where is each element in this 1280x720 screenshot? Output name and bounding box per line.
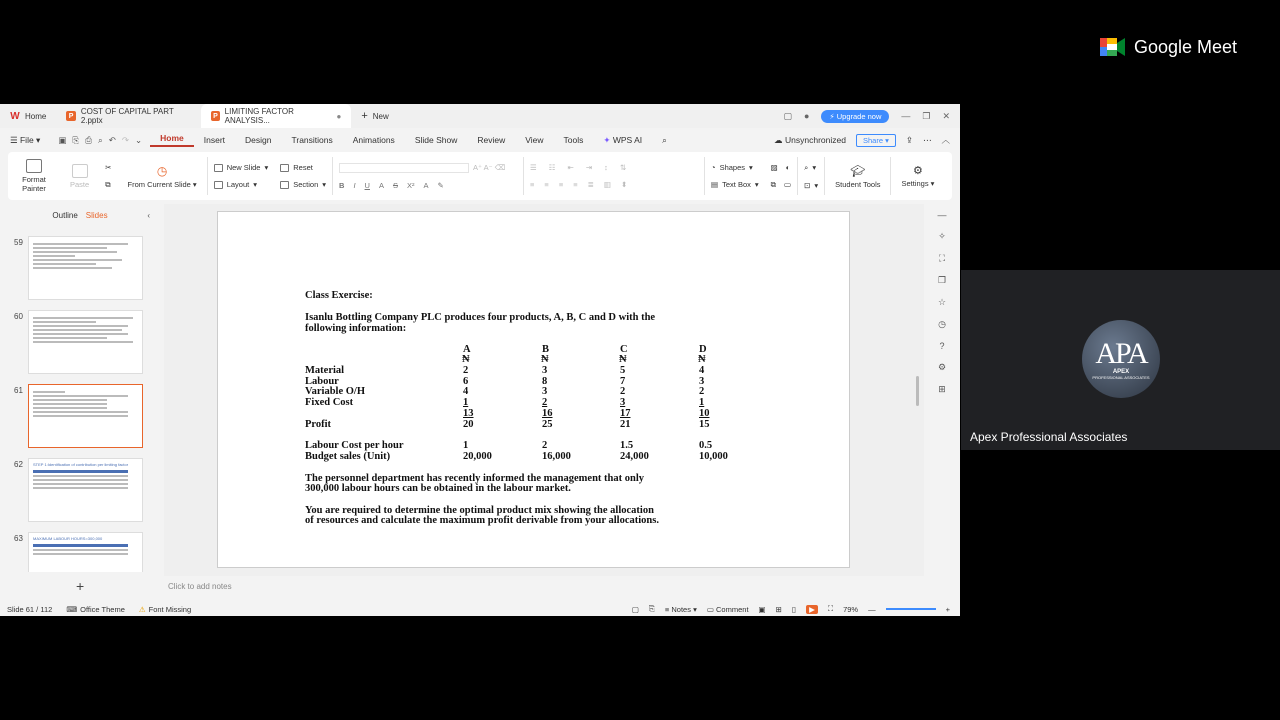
- notes-button[interactable]: ≡ Notes ▾: [664, 604, 697, 614]
- font-format-buttons: [339, 181, 517, 190]
- sliders-icon[interactable]: ⚙: [937, 362, 947, 372]
- row-label: Material: [305, 365, 345, 376]
- slide-thumbnail-selected[interactable]: [0, 384, 160, 450]
- cell-value: 4: [463, 386, 469, 397]
- budget-value: 24,000: [620, 451, 649, 462]
- tab-home[interactable]: [0, 104, 56, 128]
- export-share-icon[interactable]: ⇪: [905, 134, 913, 145]
- user-avatar-icon[interactable]: ●: [803, 111, 810, 121]
- product-header-d: D: [699, 344, 707, 355]
- search-icon[interactable]: ⌕: [662, 134, 667, 145]
- restore-icon[interactable]: ❐: [922, 110, 931, 121]
- bold-icon[interactable]: B: [339, 180, 345, 190]
- save-icon[interactable]: ▣: [58, 134, 67, 145]
- paragraph-row-1: [530, 163, 698, 172]
- font-name-field[interactable]: [339, 163, 469, 173]
- student-tools-label: Student Tools: [835, 179, 881, 189]
- product-header-b: B: [542, 344, 550, 355]
- menu-home[interactable]: Home: [150, 133, 194, 147]
- theme-icon: ⌨: [66, 604, 78, 614]
- vertical-scrollbar[interactable]: [916, 376, 919, 406]
- cut-icon[interactable]: ✂: [105, 162, 112, 172]
- export-icon[interactable]: ⎘: [72, 134, 80, 145]
- numbering-icon[interactable]: ☷: [548, 163, 556, 172]
- distribute-icon[interactable]: ≣: [587, 180, 594, 189]
- status-bar: [0, 602, 960, 616]
- thumb-line: [33, 341, 133, 343]
- notes-label: Notes: [671, 604, 691, 614]
- superscript-icon[interactable]: X²: [407, 180, 415, 190]
- thumb-line: [33, 247, 107, 249]
- copy-layers-icon[interactable]: ❐: [937, 275, 947, 285]
- add-slide-button[interactable]: +: [76, 578, 85, 594]
- labour-cost-value: 1.5: [620, 440, 634, 451]
- paste-icon: [72, 164, 88, 178]
- paragraph-2-line-2: of resources and calculate the maximum profit derivable from your allocations.: [305, 515, 659, 526]
- preview-icon[interactable]: ⌕: [97, 134, 103, 145]
- thumb-line: [33, 321, 96, 323]
- participant-avatar: [1082, 320, 1160, 398]
- redo-icon[interactable]: ↷: [121, 134, 129, 145]
- share-label: Share: [862, 135, 883, 145]
- italic-icon[interactable]: I: [353, 180, 356, 190]
- outline-tab[interactable]: Outline: [52, 210, 78, 220]
- reset-label: Reset: [293, 163, 313, 172]
- thumb-line: [33, 329, 122, 331]
- font-missing-indicator[interactable]: [132, 605, 198, 614]
- grid-icon[interactable]: ⊞: [938, 384, 946, 394]
- thumb-line: [33, 407, 107, 409]
- slide-thumbnail-panel: [0, 204, 160, 598]
- section-label: Section: [293, 180, 319, 189]
- strikethrough-icon[interactable]: S: [392, 180, 398, 190]
- text-box-icon: ▤: [711, 180, 719, 189]
- profit-value: 25: [542, 419, 553, 430]
- reset-icon: [280, 164, 289, 172]
- bullets-icon[interactable]: ☰: [530, 163, 537, 172]
- participant-tile[interactable]: [961, 270, 1280, 450]
- theme-label: Office Theme: [80, 604, 125, 614]
- cell-value: 4: [699, 365, 705, 376]
- thumb-table-line: [33, 544, 128, 547]
- presentation-file-icon: P: [213, 112, 218, 120]
- thumb-table-line: [33, 470, 128, 473]
- collapse-panel-icon[interactable]: ‹: [147, 210, 150, 220]
- font-name-select[interactable]: A⁺ A⁻ ⌫: [339, 163, 517, 173]
- thumb-line: [33, 395, 128, 397]
- drawing-row-2: [771, 180, 791, 190]
- cell-value: 3: [620, 397, 626, 408]
- slides-tab[interactable]: Slides: [85, 210, 108, 220]
- labour-cost-value: 2: [542, 440, 548, 451]
- sync-label: Unsynchronized: [785, 134, 846, 145]
- menu-wps-ai[interactable]: [593, 135, 652, 146]
- paragraph-1-line-2: 300,000 labour hours can be obtained in the labour market.: [305, 483, 571, 494]
- cell-value: 3: [699, 376, 705, 387]
- student-tools-button[interactable]: [825, 154, 890, 198]
- layout-label: Layout: [226, 180, 250, 189]
- thumb-line: [33, 391, 65, 393]
- upgrade-label: Upgrade now: [836, 111, 882, 121]
- format-painter-icon: [26, 159, 42, 173]
- section-icon: [280, 181, 289, 189]
- window-layout-icon[interactable]: ▢: [783, 110, 792, 121]
- google-meet-logo: [1100, 34, 1237, 60]
- fit-slide-icon[interactable]: ▢: [631, 604, 639, 614]
- picture-icon[interactable]: ▨: [770, 162, 778, 172]
- thumb-caption: STEP 1:Identification of contribution per limiting factor: [33, 462, 129, 467]
- warning-icon: ⚠: [138, 604, 146, 614]
- line-spacing-icon[interactable]: ↕: [604, 163, 608, 172]
- thumb-line: [33, 479, 128, 481]
- panel-tabs: [0, 204, 160, 226]
- meet-brand-text: Google Meet: [1134, 36, 1238, 57]
- object-tool-icon[interactable]: ⛶: [938, 253, 946, 263]
- right-tool-rail: [930, 204, 954, 598]
- graduation-cap-icon: 🎓︎: [850, 163, 866, 178]
- shapes-button[interactable]: ◔ Shapes ▾: [711, 163, 753, 172]
- plus-icon: +: [361, 110, 368, 122]
- more-options-icon[interactable]: ⋯: [922, 134, 932, 145]
- currency-symbol: ₦: [619, 354, 627, 365]
- tab-new[interactable]: [351, 104, 398, 128]
- row-label: Profit: [305, 419, 332, 430]
- current-slide[interactable]: [217, 211, 850, 568]
- menu-view[interactable]: View: [525, 135, 544, 145]
- tab-limiting-factor[interactable]: [201, 104, 351, 128]
- paragraph-group: [524, 163, 704, 189]
- fill-icon[interactable]: ◐: [785, 162, 791, 172]
- tab-cost-of-capital[interactable]: [56, 104, 201, 128]
- section-button[interactable]: Section ▾: [280, 180, 326, 189]
- zoom-level[interactable]: 79%: [843, 604, 859, 614]
- zoom-in-icon[interactable]: +: [945, 604, 950, 614]
- underline-icon[interactable]: U: [364, 180, 370, 190]
- menu-bar: [0, 130, 960, 150]
- justify-icon[interactable]: ≡: [573, 180, 578, 189]
- format-painter-button[interactable]: [8, 154, 60, 198]
- thumb-line: [33, 549, 128, 551]
- currency-symbol: ₦: [698, 354, 706, 365]
- menu-animations[interactable]: Animations: [352, 135, 395, 145]
- row-label: Fixed Cost: [305, 397, 354, 408]
- outdent-icon[interactable]: ⇤: [567, 163, 574, 172]
- reset-button[interactable]: [280, 163, 326, 172]
- menu-review[interactable]: Review: [477, 135, 506, 145]
- text-box-button[interactable]: ▤ Text Box ▾: [711, 180, 759, 189]
- thumb-line: [33, 483, 128, 485]
- total-value: 10: [699, 408, 710, 419]
- clipboard-small-group: [99, 163, 117, 190]
- participant-name: Apex Professional Associates: [970, 430, 1128, 444]
- select-button[interactable]: ⊡ ▾: [804, 180, 819, 190]
- more-chevron-icon[interactable]: ⌄: [135, 134, 143, 145]
- slide-number: 61: [14, 386, 23, 395]
- thumb-line: [33, 243, 128, 245]
- theme-indicator[interactable]: [59, 605, 132, 614]
- thumb-line: [33, 255, 75, 257]
- text-direction-icon[interactable]: ⇅: [619, 163, 627, 172]
- menu-insert[interactable]: Insert: [203, 135, 226, 145]
- layout-button[interactable]: Layout ▾: [214, 180, 269, 189]
- menu-right-group: [774, 134, 950, 147]
- thumb-line: [33, 399, 107, 401]
- cell-value: 6: [463, 376, 469, 387]
- cell-value: 3: [542, 365, 548, 376]
- tab-label: LIMITING FACTOR ANALYSIS...: [224, 107, 294, 125]
- settings-button[interactable]: [891, 154, 944, 198]
- cell-value: 5: [620, 365, 626, 376]
- thumb-line: [33, 475, 128, 477]
- reading-view-icon[interactable]: ▯: [791, 604, 797, 614]
- font-missing-label: Font Missing: [148, 604, 192, 614]
- cell-value: 1: [463, 397, 469, 408]
- slide-number: 60: [14, 312, 23, 321]
- avatar-logo-tag: PROFESSIONAL ASSOCIATES: [1092, 374, 1150, 380]
- menu-transitions[interactable]: Transitions: [291, 135, 333, 145]
- thumb-line: [33, 325, 128, 327]
- slide-number: 63: [14, 534, 23, 543]
- thumb-line: [33, 317, 133, 319]
- tab-bar: [0, 104, 960, 128]
- ribbon-toolbar: [8, 152, 952, 200]
- find-icon: ⌕: [804, 162, 809, 172]
- avatar-logo-text: APA: [1095, 336, 1147, 370]
- total-value: 17: [620, 408, 631, 419]
- settings-label: Settings: [901, 179, 929, 188]
- sync-status[interactable]: ☁ Unsynchronized: [774, 134, 846, 145]
- close-icon[interactable]: ✕: [942, 110, 950, 121]
- paragraph-2-line-1: You are required to determine the optimal product mix showing the allocation: [305, 505, 654, 516]
- comment-label: Comment: [716, 604, 749, 614]
- slide-intro-line-2: following information:: [305, 323, 407, 334]
- collapse-ribbon-icon[interactable]: ︿: [941, 135, 950, 145]
- magic-tool-icon[interactable]: ✧: [938, 231, 946, 241]
- slide-number: 59: [14, 238, 23, 247]
- wps-ai-label: WPS AI: [612, 134, 643, 145]
- fit-window-icon[interactable]: ⛶: [827, 604, 834, 613]
- new-slide-icon: [214, 164, 223, 172]
- cell-value: 1: [699, 397, 705, 408]
- paragraph-row-2: [530, 180, 698, 189]
- thumb-line: [33, 263, 96, 265]
- drawing-group: [705, 163, 765, 189]
- tab-label: New: [372, 111, 389, 121]
- minus-icon[interactable]: —: [937, 210, 947, 220]
- profit-value: 21: [620, 419, 631, 430]
- row-label: Labour: [305, 376, 339, 387]
- indent-icon[interactable]: ⇥: [585, 163, 593, 172]
- cell-value: 8: [542, 376, 548, 387]
- cell-value: 2: [463, 365, 469, 376]
- budget-value: 16,000: [542, 451, 571, 462]
- settings-label-row: Settings ▾: [901, 179, 935, 188]
- from-current-slide-button[interactable]: [117, 154, 206, 198]
- row-label: Budget sales (Unit): [305, 451, 391, 462]
- cell-value: 3: [542, 386, 548, 397]
- paragraph-1-line-1: The personnel department has recently informed the management that only: [305, 473, 644, 484]
- thumb-line: [33, 251, 117, 253]
- minimize-icon[interactable]: —: [901, 111, 911, 121]
- outline-icon[interactable]: ▭: [784, 180, 792, 189]
- total-value: 16: [542, 408, 553, 419]
- avatar-logo-subtext: APEX: [1112, 368, 1130, 375]
- normal-view-icon[interactable]: ▣: [758, 604, 766, 614]
- shadow-icon[interactable]: A: [378, 180, 384, 190]
- thumb-line: [33, 333, 128, 335]
- print-icon[interactable]: ⎙: [85, 134, 92, 145]
- menu-design[interactable]: Design: [245, 135, 272, 145]
- profit-value: 15: [699, 419, 710, 430]
- drawing-row-1: [771, 163, 791, 172]
- slide-heading: Class Exercise:: [305, 290, 373, 301]
- thumb-line: [33, 267, 112, 269]
- slide-preview: [28, 458, 143, 522]
- slide-preview: [28, 236, 143, 300]
- tab-close-icon[interactable]: ●: [336, 111, 342, 121]
- thumb-line: [33, 411, 128, 413]
- align-center-icon[interactable]: ≡: [544, 180, 549, 189]
- shapes-icon: ◔: [711, 163, 716, 172]
- paste-label: Paste: [70, 179, 90, 189]
- format-painter-label: Format Painter: [22, 175, 46, 193]
- shapes-label: Shapes: [719, 163, 745, 172]
- slide-count: Slide 61 / 112: [7, 604, 53, 614]
- presentation-app-window: [0, 104, 960, 616]
- wps-logo-icon: W: [10, 110, 20, 122]
- thumb-line: [33, 415, 128, 417]
- arrange-icon[interactable]: ⧉: [770, 179, 777, 189]
- layout-icon: [214, 181, 223, 189]
- ai-sparkle-icon: ✦: [603, 134, 611, 145]
- zoom-out-icon[interactable]: —: [868, 604, 876, 614]
- align-left-icon[interactable]: ≡: [530, 180, 535, 189]
- window-controls: [783, 104, 960, 128]
- product-header-c: C: [620, 344, 628, 355]
- currency-symbol: ₦: [541, 354, 549, 365]
- settings-icon: ⚙: [913, 165, 923, 177]
- thumb-line: [33, 553, 128, 555]
- slide-preview: [28, 384, 143, 448]
- slide-intro-line-1: Isanlu Bottling Company PLC produces four products, A, B, C and D with the: [305, 312, 656, 323]
- row-label: Variable O/H: [305, 386, 365, 397]
- from-current-label: From Current Slide ▾: [127, 179, 197, 189]
- tab-label: COST OF CAPITAL PART 2.pptx: [80, 107, 174, 125]
- find-group: [798, 163, 824, 190]
- font-group: [333, 163, 523, 190]
- play-circle-icon: ◷: [156, 163, 168, 178]
- paste-button[interactable]: [60, 154, 99, 198]
- cell-value: 7: [620, 376, 626, 387]
- undo-icon[interactable]: ↶: [108, 134, 116, 145]
- file-menu-label: File: [19, 134, 34, 145]
- new-slide-button[interactable]: New Slide ▾: [214, 163, 269, 172]
- play-slideshow-icon[interactable]: ▶: [806, 605, 818, 614]
- new-slide-label: New Slide: [226, 163, 261, 172]
- find-button[interactable]: ⌕ ▾: [804, 162, 817, 172]
- grid-view-icon[interactable]: ⊞: [775, 604, 782, 614]
- select-icon: ⊡: [804, 180, 811, 190]
- slide-sorter-icon[interactable]: ⎘: [648, 604, 655, 613]
- presentation-file-icon: P: [66, 111, 75, 121]
- font-color-icon[interactable]: A: [423, 180, 429, 190]
- budget-value: 10,000: [699, 451, 728, 462]
- slide-thumbnail[interactable]: [0, 310, 160, 376]
- menu-tools[interactable]: Tools: [563, 135, 584, 145]
- upgrade-button[interactable]: ⚡ Upgrade now: [821, 110, 889, 123]
- drawing-small-group: [765, 163, 797, 190]
- history-icon[interactable]: ◷: [938, 319, 946, 329]
- thumb-line: [33, 487, 128, 489]
- budget-value: 20,000: [463, 451, 492, 462]
- quick-access-toolbar: [50, 135, 150, 146]
- cell-value: 2: [542, 397, 548, 408]
- file-menu[interactable]: ☰ File ▾: [10, 134, 41, 145]
- align-right-icon[interactable]: ≡: [558, 180, 564, 189]
- copy-icon[interactable]: ⧉: [105, 179, 111, 189]
- thumb-line: [33, 259, 122, 261]
- slide-preview: [28, 310, 143, 374]
- zoom-slider[interactable]: [886, 608, 936, 610]
- slide-group: [208, 163, 275, 189]
- slide-editing-area: [164, 204, 924, 576]
- product-header-a: A: [463, 344, 471, 355]
- row-label: Labour Cost per hour: [305, 440, 404, 451]
- labour-cost-value: 1: [463, 440, 469, 451]
- status-right-group: [632, 604, 950, 614]
- currency-symbol: ₦: [462, 354, 470, 365]
- cell-value: 2: [620, 386, 626, 397]
- notes-placeholder[interactable]: Click to add notes: [168, 582, 232, 591]
- slide-group-2: [274, 163, 332, 189]
- comment-button[interactable]: ▭ Comment: [706, 604, 749, 614]
- columns-icon[interactable]: ▥: [603, 180, 611, 189]
- align-text-icon[interactable]: ⬍: [620, 180, 628, 189]
- share-button[interactable]: Share ▾: [856, 134, 896, 147]
- profit-value: 20: [463, 419, 474, 430]
- meet-camera-icon: [1100, 36, 1126, 58]
- slide-number: 62: [14, 460, 23, 469]
- total-value: 13: [463, 408, 474, 419]
- cell-value: 2: [699, 386, 705, 397]
- slide-thumbnail[interactable]: [0, 458, 160, 524]
- thumb-line: [33, 403, 107, 405]
- from-current-text: From Current Slide: [127, 179, 191, 189]
- help-icon[interactable]: ?: [939, 341, 945, 351]
- text-box-label: Text Box: [722, 180, 751, 189]
- slide-thumbnail[interactable]: [0, 236, 160, 302]
- thumb-line: [33, 337, 107, 339]
- highlight-icon[interactable]: ✎: [437, 180, 444, 190]
- slide-preview: [28, 532, 143, 572]
- menu-slide-show[interactable]: Slide Show: [414, 135, 458, 145]
- slide-thumbnail[interactable]: [0, 532, 160, 572]
- thumb-caption: MAXIMUM LABOUR HOURS=300,000: [33, 536, 103, 541]
- labour-cost-value: 0.5: [699, 440, 713, 451]
- star-icon[interactable]: ☆: [937, 297, 947, 307]
- tab-label: Home: [25, 111, 47, 121]
